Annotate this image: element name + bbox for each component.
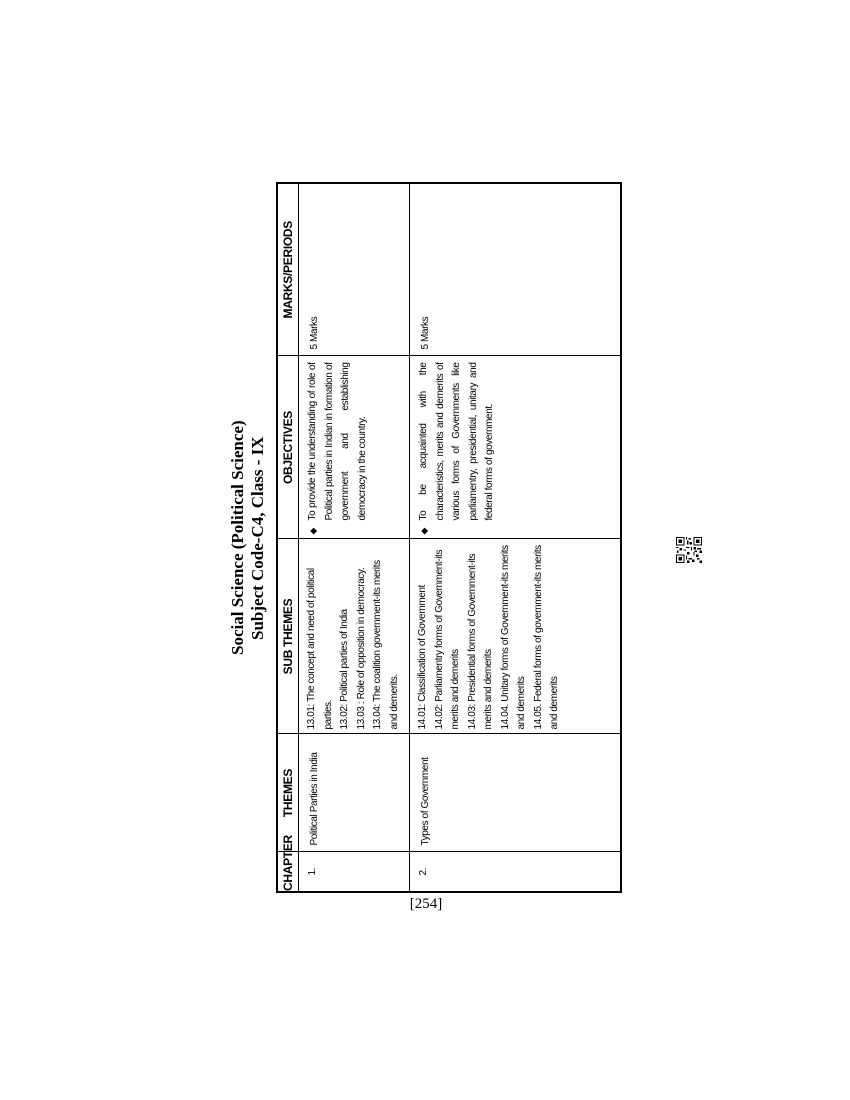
objective-text: To provide the understanding of role of Political parties in Indian in formation of government and establishing democracy in the country.: [307, 362, 368, 521]
sub-themes-cell: [299, 539, 410, 734]
sub-theme-item: 13.03 : Role of opposition in democracy.: [355, 567, 367, 730]
objective-text: To be acquainted with the characteristics, merits and demerits of various forms of Governments like parliamentry, presidential, unitary and federal forms of government.: [418, 362, 495, 521]
header-sub-themes: SUB THEMES: [277, 539, 299, 734]
sub-theme-item: 13.04: The coalition government-its merits and demerits.: [372, 560, 400, 730]
table-row: [299, 183, 410, 892]
marks-cell: 5 Marks: [299, 183, 410, 356]
diamond-bullet-icon: ◆: [308, 527, 318, 535]
table-row: [410, 183, 622, 892]
diamond-bullet-icon: ◆: [419, 527, 429, 535]
theme-cell: Political Parties in India: [299, 734, 410, 852]
header-themes: THEMES: [277, 734, 299, 852]
syllabus-table-container: [276, 184, 622, 893]
sub-theme-item: 13.02: Political parties of India: [339, 609, 350, 730]
sub-theme-item: 14.01: Classification of Government: [417, 585, 428, 730]
chapter-cell: 1.: [299, 852, 410, 892]
qr-code-icon: [676, 537, 702, 563]
sub-theme-item: 13.01: The concept and need of political parties.: [306, 568, 334, 730]
theme-cell: Types of Government: [410, 734, 622, 852]
objective-cell: [410, 356, 622, 539]
title-line-2: Subject Code-C4, Class - IX: [248, 436, 267, 640]
sub-theme-item: 14.02: Parliamentry forms of Government-its merits and demerits: [433, 549, 461, 730]
sub-theme-item: 14.03: Presidential forms of Government-its merits and demerits: [466, 553, 494, 730]
syllabus-table: [276, 182, 622, 893]
header-chapter: CHAPTER: [277, 852, 299, 892]
header-objectives: OBJECTIVES: [277, 356, 299, 539]
page-title: [228, 408, 268, 668]
chapter-cell: 2.: [410, 852, 622, 892]
page-number: [254]: [409, 896, 443, 912]
sub-theme-item: 14.04. Unitary forms of Government-its merits and demerits: [499, 545, 527, 730]
sub-themes-cell: [410, 539, 622, 734]
title-line-1: Social Science (Political Science): [228, 420, 247, 656]
table-header-row: [277, 183, 299, 892]
header-marks-periods: MARKS/PERIODS: [277, 183, 299, 356]
sub-theme-item: 14.05. Federal forms of government-its merits and demerits: [532, 545, 560, 730]
marks-cell: 5 Marks: [410, 183, 622, 356]
objective-cell: [299, 356, 410, 539]
